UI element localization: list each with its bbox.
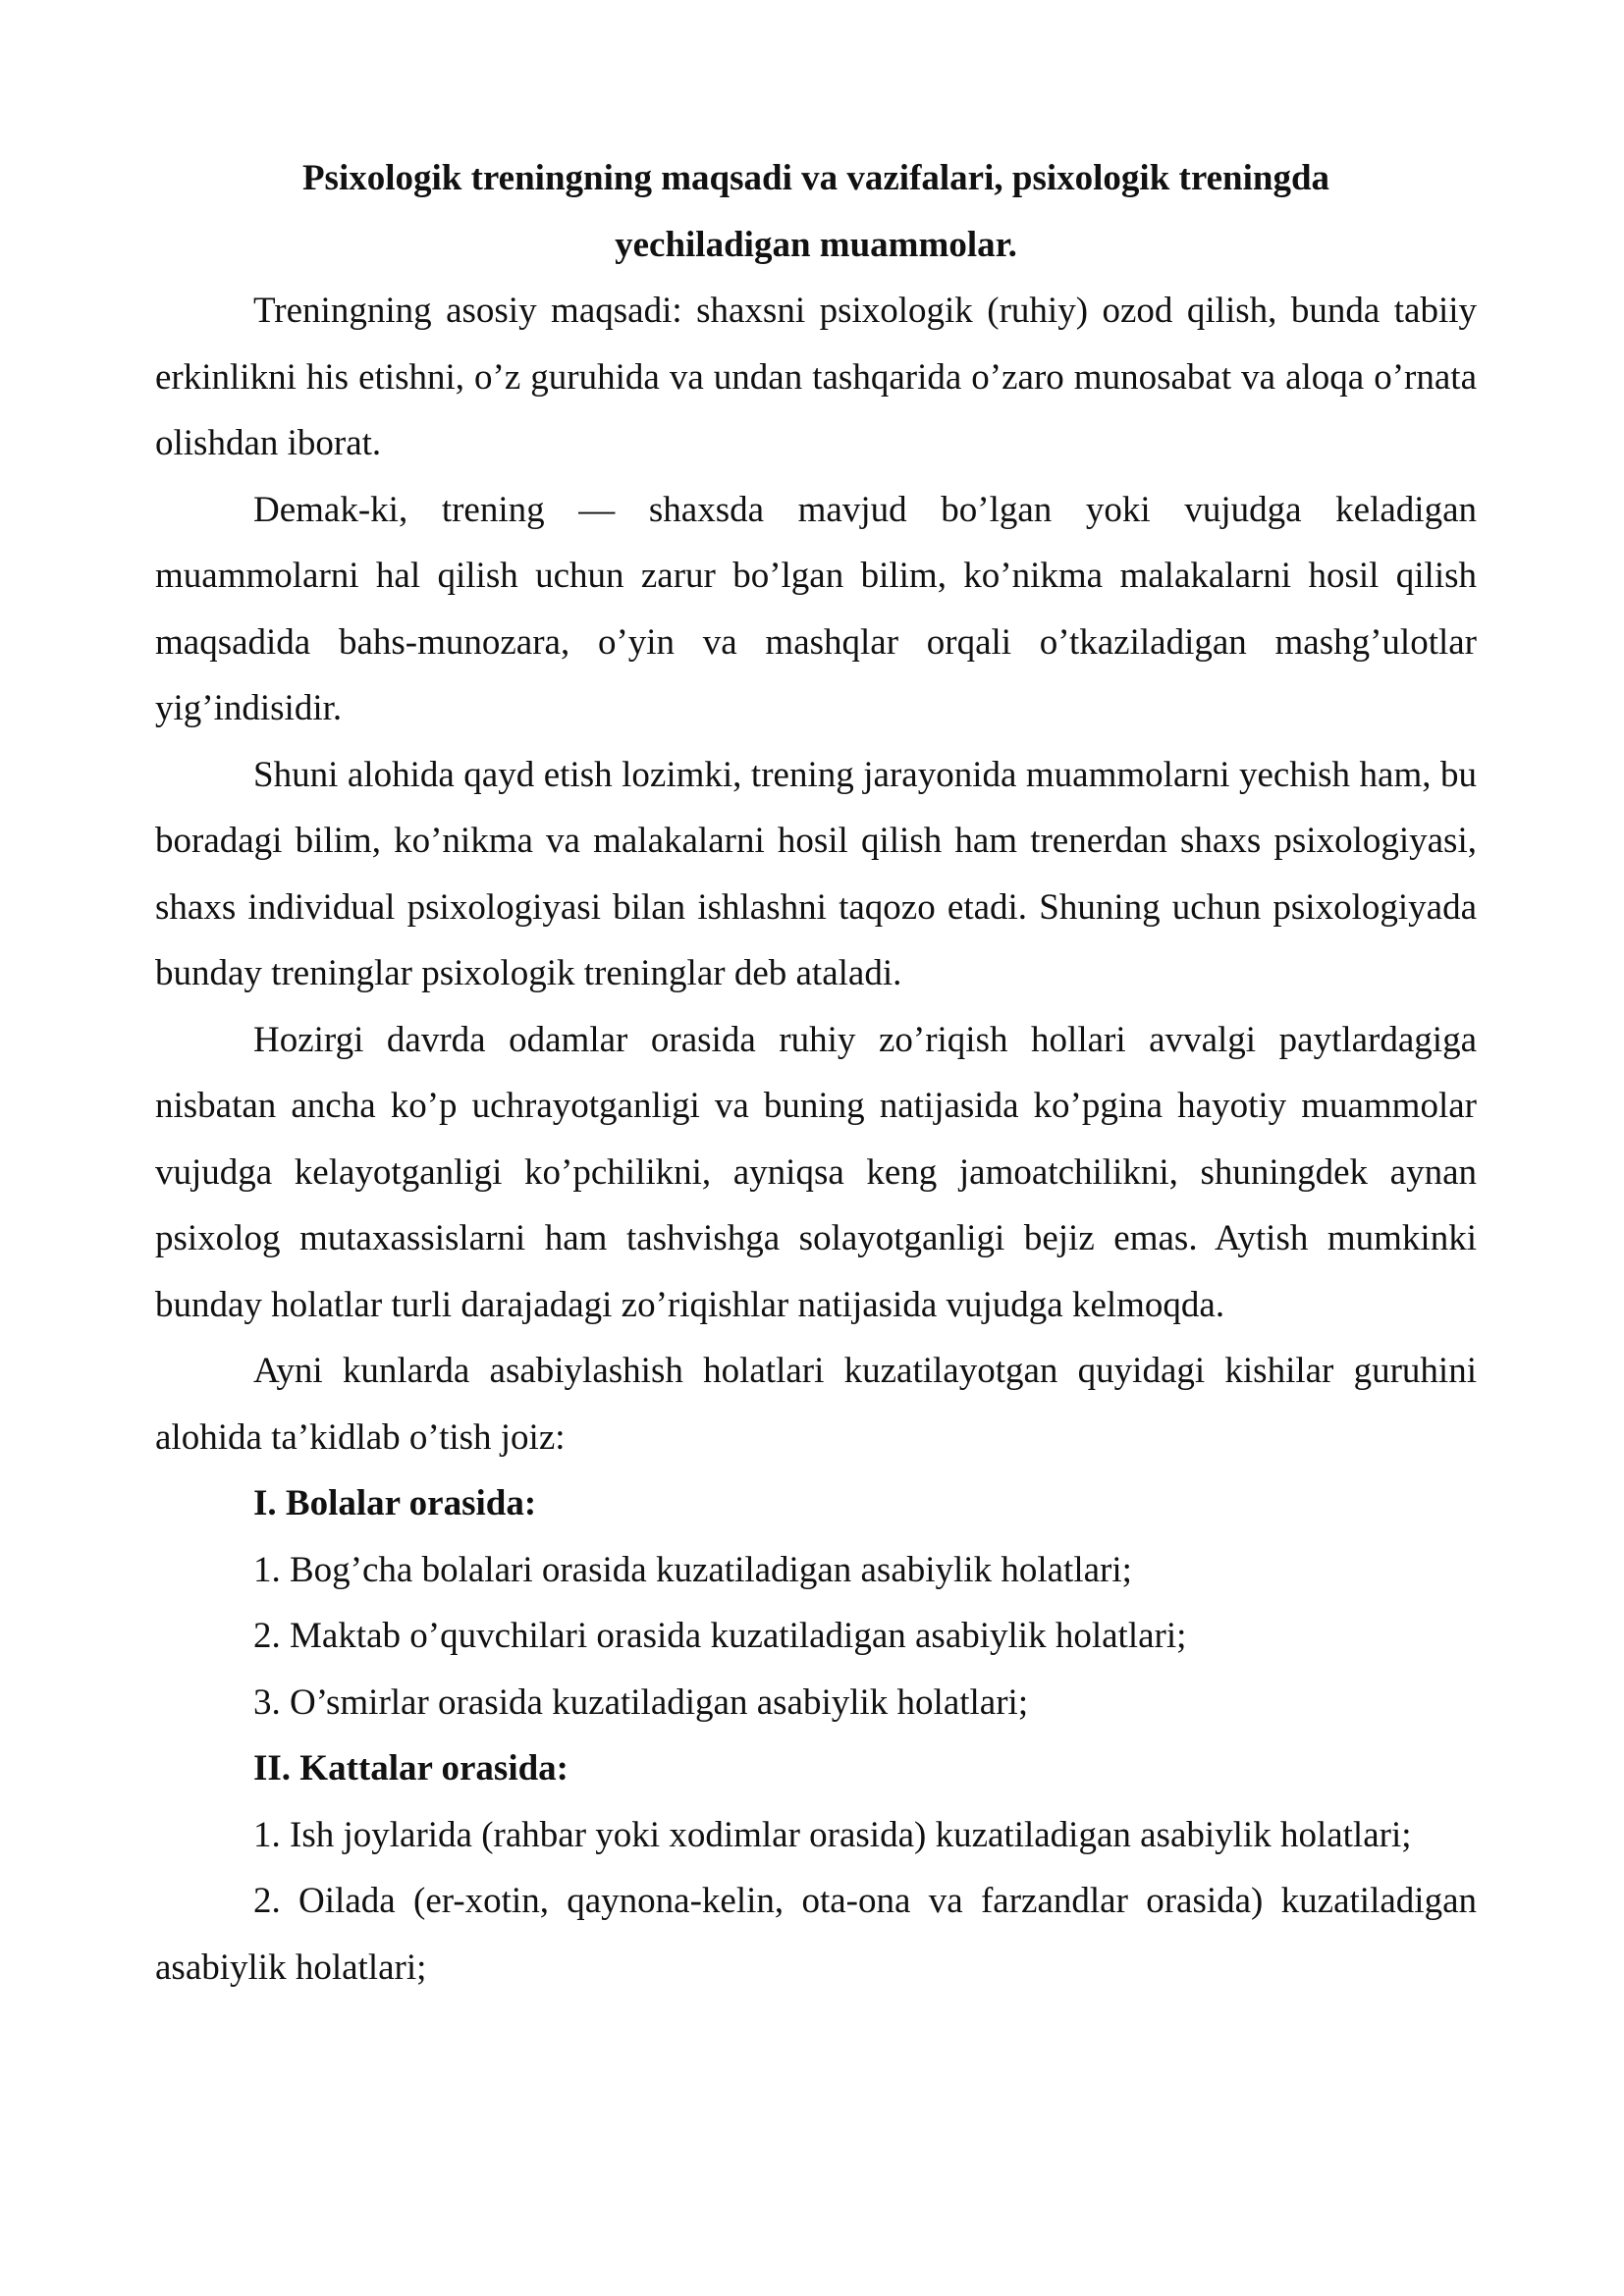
list-item: 2. Maktab o’quvchilari orasida kuzatiladigan asabiylik holatlari; [253,1616,1187,1656]
title-line-2: yechiladigan muammolar. [615,224,1017,265]
list-item: 1. Bog’cha bolalari orasida kuzatiladigan asabiylik holatlari; [253,1549,1132,1590]
document-title [155,145,1477,278]
paragraph-stress: Hozirgi davrda odamlar orasida ruhiy zo’riqish hollari avvalgi paytlardagiga nisbatan ancha ko’p uchrayotganligi va buning natijasida ko’pgina hayotiy muammolar vujudga kelayotganligi ko’pchilikni, ayniqsa keng jamoatchilikni, shuningdek aynan psixolog mutaxassislarni ham tashvishga solayotganligi bejiz emas. Aytish mumkinki bunday holatlar turli darajadagi zo’riqishlar natijasida vujudga kelmoqda. [155,1019,1477,1325]
list-item: 1. Ish joylarida (rahbar yoki xodimlar orasida) kuzatiladigan asabiylik holatlari; [253,1814,1412,1855]
paragraph-groups-intro: Ayni kunlarda asabiylashish holatlari kuzatilayotgan quyidagi kishilar guruhini alohida ta’kidlab o’tish joiz: [155,1351,1477,1458]
paragraph-definition: Demak-ki, trening — shaxsda mavjud bo’lgan yoki vujudga keladigan muammolarni hal qilish uchun zarur bo’lgan bilim, ko’nikma malakalarni hosil qilish maqsadida bahs-munozara, o’yin va mashqlar orqali o’tkaziladigan mashg’ulotlar yig’indisidir. [155,489,1477,728]
section-heading-children: I. Bolalar orasida: [253,1483,537,1523]
title-line-1: Psixologik treningning maqsadi va vazifalari, psixologik treningda [301,158,1330,198]
list-item: 2. Oilada (er-xotin, qaynona-kelin, ota-ona va farzandlar orasida) kuzatiladigan asabiylik holatlari; [155,1881,1477,1988]
section-heading-adults: II. Kattalar orasida: [253,1748,569,1789]
paragraph-goal: Treningning asosiy maqsadi: shaxsni psixologik (ruhiy) ozod qilish, bunda tabiiy erkinlikni his etishni, o’z guruhida va undan tashqarida o’zaro munosabat va aloqa o’rnata olishdan iborat. [155,291,1477,463]
list-item: 3. O’smirlar orasida kuzatiladigan asabiylik holatlari; [253,1682,1029,1723]
paragraph-psychology: Shuni alohida qayd etish lozimki, trening jarayonida muammolarni yechish ham, bu boradagi bilim, ko’nikma va malakalarni hosil qilish ham trenerdan shaxs psixologiyasi, shaxs individual psixologiyasi bilan ishlashni taqozo etadi. Shuning uchun psixologiyada bunday treninglar psixologik treninglar deb ataladi. [155,754,1477,993]
